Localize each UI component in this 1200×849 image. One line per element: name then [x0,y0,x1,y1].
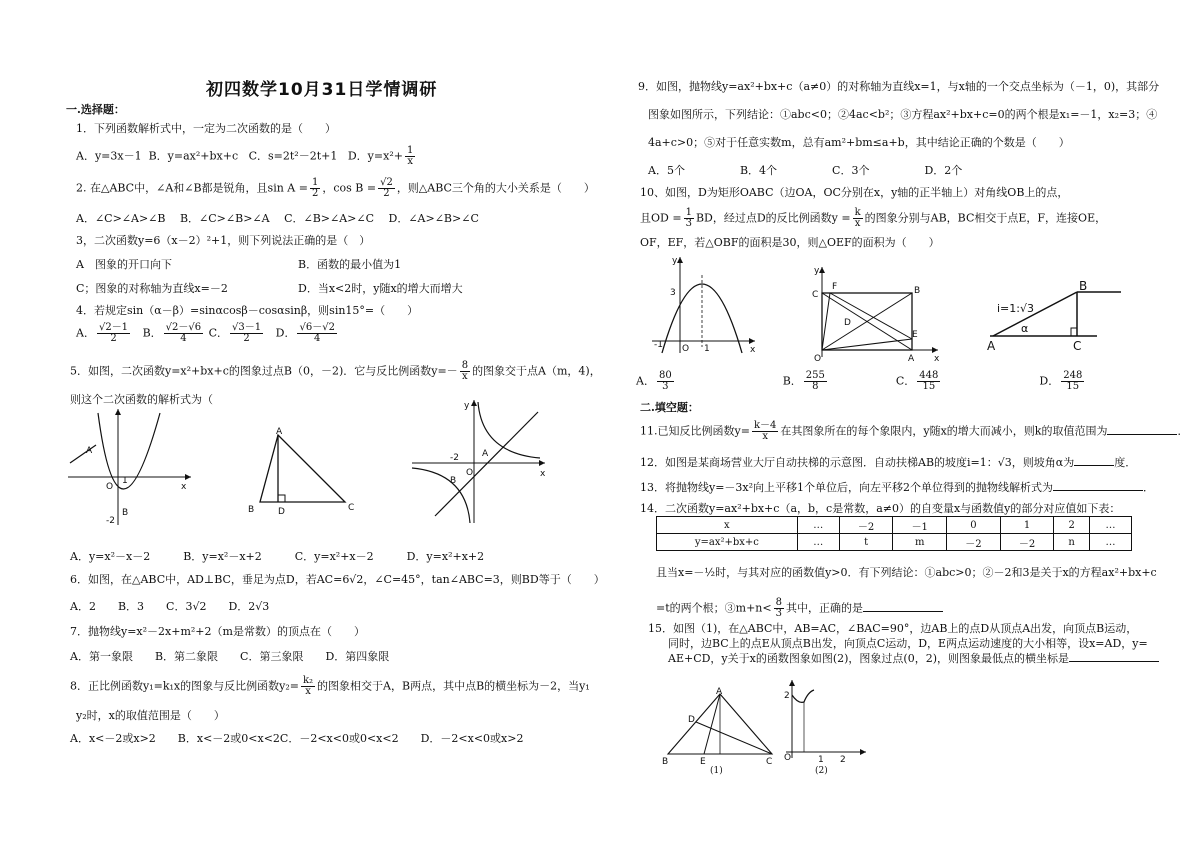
q3-option-d: D．当x<2时，y随x的增大而增大 [298,282,463,295]
svg-text:D: D [278,507,285,517]
q11-part-a: 11.已知反比例函数y= [640,424,750,438]
q6-triangle-figure [240,427,370,525]
svg-text:y: y [814,266,820,276]
q12-end: 度． [1114,456,1137,469]
svg-text:C: C [348,503,355,513]
q1-stem: 1．下列函数解析式中，一定为二次函数的是（ ） [76,122,336,135]
q4-option-b: B． [142,326,162,340]
q5-parabola-figure [66,405,196,530]
q4-frac-b: $\frac{√2-√6}{4}$ [165,322,202,344]
table-cell: y=ax²+bx+c [657,534,798,551]
svg-text:2: 2 [784,691,790,701]
svg-text:-2: -2 [450,453,459,463]
q10-line2-part-b: BD，经过点D的反比例函数y = [695,211,851,225]
svg-text:x: x [750,345,756,355]
svg-text:-2: -2 [106,516,115,526]
svg-text:1: 1 [122,476,128,486]
q4-stem: 4．若规定sin（α－β）=sinαcosβ－cosαsinβ，则sin15°=（ ） [76,304,419,317]
q15-line3 [668,652,1159,665]
q10-frac-b: $\frac{255}{8}$ [805,370,825,392]
q10-line1: 10、如图，D为矩形OABC（边OA，OC分别在x，y轴的正半轴上）对角线OB上的点， [640,186,1069,199]
q5-stem-part-a: 5．如图，二次函数y=x²+bx+c的图象过点B（0，－2)．它与反比例函数y=－ [70,364,458,378]
q14-line3-part-a: =t的两个根；③m+n< [656,601,772,615]
q9-line2: 图象如图所示，下列结论：①abc<0；②4ac<b²；③方程ax²+bx+c=0的两个根是x₁=－1，x₂=3；④ [648,108,1158,121]
q9-options: A．5个 B．4个 C．3个 D．2个 [648,164,963,177]
q2-stem [76,178,595,199]
q13 [640,481,1154,494]
table-cell: 2 [1054,517,1090,534]
q14-answer-blank[interactable] [863,602,943,612]
svg-text:A: A [987,339,996,353]
svg-text:A: A [86,446,93,456]
svg-text:O: O [466,468,474,478]
q14-row-y [657,534,1132,551]
q3-stem: 3，二次函数y=6（x－2）²+1，则下列说法正确的是（ ） [76,234,371,247]
table-cell: … [1089,517,1131,534]
q14-fraction: $\frac{8}{3}$ [775,597,782,619]
q11-end: ． [1177,424,1189,438]
q15-graph-figure [780,678,870,765]
svg-text:x: x [934,354,940,364]
q2-cos-fraction: $\frac{√2}{2}$ [380,177,393,199]
q15-answer-blank[interactable] [1069,652,1159,662]
q3-option-a: A 图象的开口向下 [76,258,172,271]
table-cell: －2 [839,517,893,534]
q15-figure2-caption: (2) [815,766,828,776]
svg-text:3: 3 [670,288,676,298]
table-cell: －2 [947,534,1001,551]
q12-text: 12．如图是某商场营业大厅自动扶梯的示意图．自动扶梯AB的坡度i=1：√3，则坡角α为 [640,456,1075,469]
q10-frac-a: $\frac{80}{3}$ [658,370,672,392]
q8-stem-line2: y₂时，x的取值范围是（ ） [76,709,225,722]
svg-text:1: 1 [818,755,824,765]
svg-text:B: B [450,476,457,486]
q10-frac-d: $\frac{248}{15}$ [1063,370,1083,392]
q10-line2 [640,208,1106,229]
q10-rectangle-figure [810,265,940,365]
svg-text:B: B [248,505,255,515]
q8-hyperbola-figure [410,398,550,528]
q2-sin-fraction: $\frac{1}{2}$ [311,177,319,199]
svg-text:B: B [914,286,921,296]
svg-text:x: x [540,469,546,479]
svg-text:E: E [700,757,706,767]
q1-options [76,146,417,167]
svg-text:2: 2 [840,755,846,765]
q12-escalator-figure [985,280,1125,355]
q14-row-x [657,517,1132,534]
table-cell: －1 [893,517,947,534]
q4-option-c: C． [208,326,229,340]
svg-text:B: B [1079,279,1088,293]
q6-stem: 6．如图，在△ABC中，AD⊥BC，垂足为点D，若AC=6√2，∠C=45°，tan∠ABC=3，则BD等于（ ） [70,573,605,586]
q14-line3-part-b: 其中，正确的是 [785,601,863,615]
q1-option-c: C．s=2t²－2t+1 [248,149,338,163]
q8-fraction: $\frac{\text{k₂}}{x}$ [302,675,314,697]
svg-text:x: x [181,482,187,492]
q11-fraction: $\frac{k-4}{x}$ [753,420,777,442]
page-title: 初四数学10月31日学情调研 [206,80,438,100]
svg-text:O: O [814,354,822,364]
q4-option-a: A． [76,326,95,340]
table-cell: … [1089,534,1131,551]
q1-option-a: A．y=3x－1 [76,149,142,163]
svg-text:A: A [276,427,283,437]
q3-option-c: C；图象的对称轴为直线x=－2 [76,282,228,295]
q4-frac-d: $\frac{√6-√2}{4}$ [299,322,335,344]
q12 [640,456,1136,469]
q10-od-fraction: $\frac{1}{3}$ [685,207,692,229]
q1-option-d: D．y=x²+ [347,149,403,163]
q11-answer-blank[interactable] [1107,425,1177,435]
q9-line1: 9．如图，抛物线y=ax²+bx+c（a≠0）的对称轴为直线x=1，与x轴的一个交点坐标为（－1，0)，其部分 [638,80,1160,93]
q7-options: A．第一象限 B．第二象限 C．第三象限 D．第四象限 [70,650,390,663]
q15-figure1-caption: (1) [710,766,723,776]
right-page [600,0,1200,849]
q14-line3 [656,598,943,619]
q15-line1: 15．如图（1)，在△ABC中，AB=AC，∠BAC=90°，边AB上的点D从顶点A出发，向顶点B运动， [648,622,1138,635]
q8-options: A．x<－2或x>2 B．x<－2或0<x<2C．－2<x<0或0<x<2 D．－2<x<0或x>2 [70,732,524,745]
q9-parabola-figure [650,255,760,355]
svg-text:O: O [106,482,114,492]
table-cell: 0 [947,517,1001,534]
q10-line2-part-a: 且OD = [640,211,682,225]
q6-options: A．2 B．3 C．3√2 D．2√3 [70,600,270,613]
q1-option-b: B．y=ax²+bx+c [148,149,239,163]
table-cell: －2 [1000,534,1054,551]
q13-end: ． [1143,481,1155,494]
q10-option-b: B． [782,374,802,388]
table-cell: … [797,517,839,534]
table-cell: x [657,517,798,534]
svg-text:C: C [1073,339,1082,353]
svg-text:B: B [122,508,129,518]
section-choice-heading: 一.选择题： [66,103,125,116]
q2-stem-part-c: ，则△ABC三个角的大小关系是（ ） [396,181,595,195]
svg-text:O: O [682,344,690,354]
svg-text:D: D [844,318,851,328]
q8-stem-part-b: 的图象相交于A，B两点，其中点B的横坐标为－2，当y₁ [317,679,590,693]
q8-stem [70,676,590,697]
svg-text:E: E [912,330,918,340]
q12-answer-blank[interactable] [1074,456,1114,466]
table-cell: n [1054,534,1090,551]
q10-line2-part-c: 的图象分别与AB，BC相交于点E，F，连接OE， [864,211,1107,225]
q15-triangle-figure [660,688,780,778]
q11 [640,421,1188,442]
q4-options [76,323,339,344]
q4-option-d: D． [275,326,296,340]
q13-answer-blank[interactable] [1053,481,1143,491]
q2-stem-part-a: 2. 在△ABC中，∠A和∠B都是锐角，且sin A = [76,181,308,195]
svg-text:B: B [662,757,669,767]
q14-value-table [656,516,1132,551]
q10-options [636,371,1086,392]
svg-text:1: 1 [704,344,710,354]
table-cell: … [797,534,839,551]
svg-text:i=1:√3: i=1:√3 [997,302,1034,315]
svg-text:α: α [1021,322,1029,335]
svg-text:A: A [908,354,915,364]
svg-text:A: A [716,687,723,697]
q7-stem: 7．抛物线y=x²－2x+m²+2（m是常数）的顶点在（ ） [70,625,365,638]
q4-frac-a: $\frac{√2-1}{2}$ [98,322,129,344]
q5-fraction: $\frac{8}{x}$ [461,360,469,382]
svg-text:O: O [784,753,792,763]
svg-text:A: A [482,449,489,459]
q2-stem-part-b: ，cos B = [322,181,377,195]
svg-text:D: D [688,715,695,725]
q4-frac-c: $\frac{√3-1}{2}$ [232,322,262,344]
q5-options: A．y=x²－x－2 B．y=x²－x+2 C．y=x²+x－2 D．y=x²+x+2 [70,550,485,563]
q14-line2: 且当x=－½时，与其对应的函数值y>0．有下列结论：①abc>0；②－2和3是关于x的方程ax²+bx+c [656,566,1157,579]
q15-line2: 同时，边BC上的点E从顶点B出发，向顶点C运动，D，E两点运动速度的大小相等，设x=AD，y= [668,637,1148,650]
q3-option-b: B．函数的最小值为1 [298,258,402,271]
q15-line3-text: AE+CD，y关于x的函数图象如图(2)，图象过点(0，2)，则图象最低点的横坐标是 [668,652,1070,665]
q2-options: A．∠C>∠A>∠B B．∠C>∠B>∠A C．∠B>∠A>∠C D．∠A>∠B>∠C [76,212,479,225]
q10-frac-c: $\frac{448}{15}$ [919,370,939,392]
q8-stem-part-a: 8．正比例函数y₁=k₁x的图象与反比例函数y₂= [70,679,299,693]
svg-text:y: y [464,401,470,411]
q10-line3: OF，EF，若△OBF的面积是30，则△OEF的面积为（ ） [640,236,940,249]
svg-text:F: F [832,282,838,292]
q11-part-b: 在其图象所在的每个象限内，y随x的增大而减小，则k的取值范围为 [780,424,1108,438]
svg-text:C: C [812,290,819,300]
q10-option-d: D． [1039,374,1060,388]
q14-stem: 14．二次函数y=ax²+bx+c（a，b，c是常数，a≠0）的自变量x与函数值y的部分对应值如下表： [640,502,1121,515]
section-fill-heading: 二.填空题： [640,401,699,414]
q10-option-a: A． [636,374,655,388]
svg-text:C: C [766,757,773,767]
table-cell: t [839,534,893,551]
q10-k-fraction: $\frac{k}{x}$ [854,207,861,229]
q13-text: 13．将抛物线y=－3x²向上平移1个单位后，向左平移2个单位得到的抛物线解析式为 [640,481,1054,494]
q5-stem-line2: 则这个二次函数的解析式为（ [70,393,213,406]
table-cell: 1 [1000,517,1054,534]
q9-line3: 4a+c>0；⑤对于任意实数m，总有am²+bm≤a+b，其中结论正确的个数是（ ） [648,136,1070,149]
q5-stem-part-b: 的图象交于点A（m，4)， [472,364,601,378]
svg-text:y: y [672,256,678,266]
svg-text:-1: -1 [654,340,663,350]
q5-stem [70,361,601,382]
table-cell: m [893,534,947,551]
q10-option-c: C． [895,374,916,388]
q1-fraction: $\frac{1}{x}$ [406,145,414,167]
